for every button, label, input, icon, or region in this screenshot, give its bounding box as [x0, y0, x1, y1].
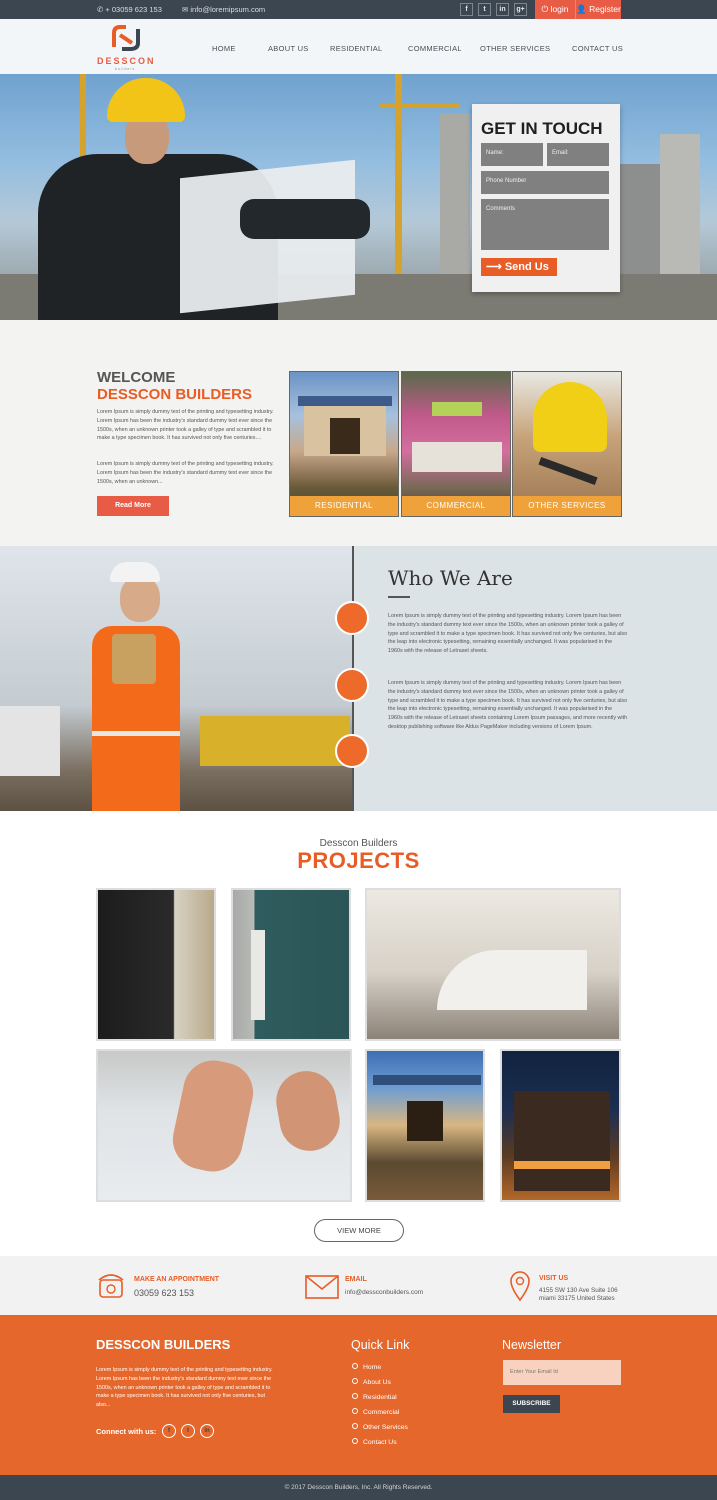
- footer-link-other-services[interactable]: Other Services: [352, 1423, 408, 1431]
- reflective-strip: [92, 731, 180, 736]
- facebook-icon[interactable]: f: [460, 3, 473, 16]
- projects-title: PROJECTS: [297, 848, 420, 873]
- topbar-phone[interactable]: [97, 5, 162, 14]
- twitter-icon[interactable]: t: [478, 3, 491, 16]
- title-underline: [388, 596, 410, 598]
- who-we-are-title: Who We Are: [388, 566, 513, 590]
- nav-commercial[interactable]: COMMERCIAL: [408, 44, 462, 53]
- logo-text[interactable]: DESSCON: [97, 56, 156, 66]
- service-label-other-services: OTHER SERVICES: [513, 496, 621, 516]
- appointment-phone[interactable]: 03059 623 153: [134, 1288, 195, 1298]
- email-input[interactable]: Email:: [547, 143, 609, 166]
- project-image-1[interactable]: [96, 888, 216, 1041]
- materials-icon: [335, 734, 369, 768]
- service-label-residential: RESIDENTIAL: [290, 496, 398, 516]
- topbar-email-text: info@loremipsum.com: [190, 5, 266, 14]
- newsletter-title: Newsletter: [502, 1338, 562, 1352]
- excavator-icon: [335, 601, 369, 635]
- hand-shape: [272, 1066, 345, 1155]
- logo-icon[interactable]: [110, 23, 142, 53]
- email-value[interactable]: info@dessconbuilders.com: [345, 1289, 424, 1296]
- building-shape: [514, 1091, 610, 1191]
- footer-link-home[interactable]: Home: [352, 1363, 381, 1371]
- truck-shape: [0, 706, 60, 776]
- footer-facebook-icon[interactable]: f: [162, 1424, 176, 1438]
- nav-other-services[interactable]: OTHER SERVICES: [480, 44, 551, 53]
- sign-shape: [432, 402, 482, 416]
- footer-link-contact-us[interactable]: Contact Us: [352, 1438, 397, 1446]
- footer-about-text: Lorem Ipsum is simply dummy text of the printing and typesetting industry. Lorem Ipsum has been the industry's standard dummy text ever since the 1500s, when an unknown printer took a galley of type and scrambled it to make a type specimen book. It has survived not only five centuries, but also...: [96, 1367, 273, 1409]
- tool-shape: [538, 457, 597, 485]
- project-image-6[interactable]: [500, 1049, 621, 1202]
- welcome-paragraph-2: Lorem Ipsum is simply dummy text of the printing and typesetting industry. Lorem Ipsum has been the industry's standard dummy text ever since the 1500s, when an unknown...: [97, 461, 274, 485]
- roof-shape: [298, 396, 392, 406]
- quick-link-title: Quick Link: [351, 1338, 410, 1352]
- door-shape: [330, 418, 360, 454]
- crane-shape: [380, 104, 460, 108]
- login-button[interactable]: [535, 0, 575, 19]
- read-more-button[interactable]: Read More: [97, 496, 169, 516]
- service-card-commercial[interactable]: [401, 371, 511, 517]
- nav-about-us[interactable]: ABOUT US: [268, 44, 309, 53]
- project-image-5[interactable]: [365, 1049, 485, 1202]
- user-icon: 👤: [576, 4, 587, 14]
- hand-shape: [167, 1055, 258, 1177]
- xray-machine-shape: [251, 930, 265, 1020]
- copyright-bar: [0, 1475, 717, 1500]
- worker-head: [120, 576, 160, 622]
- service-label-commercial: COMMERCIAL: [402, 496, 510, 516]
- service-card-residential[interactable]: [289, 371, 399, 517]
- register-button[interactable]: [575, 0, 621, 19]
- lights-shape: [514, 1161, 610, 1169]
- phone-input[interactable]: Phone Number: [481, 171, 609, 194]
- send-button[interactable]: [481, 258, 557, 276]
- newsletter-email-input[interactable]: Enter Your Email Id: [503, 1360, 621, 1385]
- hard-hat-icon: [110, 562, 160, 582]
- linkedin-icon[interactable]: in: [496, 3, 509, 16]
- appointment-label: MAKE AN APPOINTMENT: [134, 1276, 220, 1283]
- register-label: Register: [589, 4, 621, 14]
- mail-icon: ✉: [182, 5, 189, 14]
- subscribe-button[interactable]: SUBSCRIBE: [503, 1395, 560, 1413]
- footer-brand: DESSCON BUILDERS: [96, 1337, 231, 1352]
- copyright-text: © 2017 Desscon Builders, Inc. All Rights Reserved.: [284, 1484, 433, 1491]
- telephone-icon: [96, 1270, 126, 1300]
- connect-label: Connect with us:: [96, 1427, 157, 1436]
- footer-linkedin-icon[interactable]: in: [200, 1424, 214, 1438]
- comments-textarea[interactable]: Comments: [481, 199, 609, 250]
- welcome-paragraph-1: Lorem Ipsum is simply dummy text of the printing and typesetting industry. Lorem Ipsum has been the industry's standard dummy text ever since the 1500s, when an unknown printer took a galley of type and scrambled it to make a type specimen book. It has survived not only five centuries....: [97, 409, 274, 442]
- phone-icon: ✆: [97, 5, 104, 14]
- visit-address-line-1: 4155 SW 130 Ave Suite 106: [539, 1287, 618, 1294]
- send-label: Send Us: [504, 261, 549, 273]
- name-input[interactable]: Name:: [481, 143, 543, 166]
- tablet-shape: [112, 634, 156, 684]
- footer-twitter-icon[interactable]: t: [181, 1424, 195, 1438]
- view-more-button[interactable]: VIEW MORE: [314, 1219, 404, 1242]
- login-label: login: [550, 4, 569, 14]
- worker-icon: [335, 668, 369, 702]
- welcome-subtitle: DESSCON BUILDERS: [97, 386, 253, 403]
- service-card-other-services[interactable]: [512, 371, 622, 517]
- who-we-are-image: [0, 546, 352, 811]
- project-image-4[interactable]: [96, 1049, 352, 1202]
- visit-address-line-2: miami 33175 United States: [539, 1295, 615, 1302]
- visit-label: VISIT US: [539, 1275, 569, 1282]
- door-shape: [407, 1101, 443, 1141]
- who-paragraph-2: Lorem Ipsum is simply dummy text of the printing and typesetting industry. Lorem Ipsum has been the industry's standard dummy text ever since the 1500s, when an unknown printer took a galley of type and scrambled it to make a type specimen book. It has survived not only five centuries, but also the leap into electronic typesetting, remaining essentially unchanged. It was popularised in the 1960s with the release of Letraset sheets containing Lorem Ipsum passages, and more recently with desktop publishing software like Aldus PageMaker including versions of Lorem Ipsum.: [388, 680, 628, 730]
- projects-kicker: Desscon Builders: [319, 838, 398, 849]
- contact-form-title: GET IN TOUCH: [481, 119, 603, 138]
- truck-shape: [200, 716, 350, 766]
- email-label: EMAIL: [345, 1276, 367, 1283]
- hard-hat-icon: [107, 78, 185, 122]
- counter-shape: [412, 442, 502, 472]
- top-bar: [0, 0, 717, 19]
- worker-arm: [240, 199, 370, 239]
- reception-desk-shape: [437, 950, 587, 1010]
- footer-link-residential[interactable]: Residential: [352, 1393, 397, 1401]
- topbar-phone-text: + 03059 623 153: [105, 5, 162, 14]
- who-paragraph-1: Lorem Ipsum is simply dummy text of the printing and typesetting industry. Lorem Ipsum has been the industry's standard dummy text ever since the 1500s, when an unknown printer took a galley of type and scrambled it to make a type specimen book. It has survived not only five centuries, but also the leap into electronic typesetting, remaining essentially unchanged. It was popularised in the 1960s with the release of Letraset sheets.: [388, 613, 628, 655]
- nav-home[interactable]: HOME: [212, 44, 236, 53]
- lock-icon: ⏻: [541, 4, 549, 14]
- logo-subtext: builders: [115, 67, 136, 71]
- topbar-email[interactable]: [182, 5, 265, 14]
- roof-shape: [373, 1075, 481, 1085]
- footer-link-commercial[interactable]: Commercial: [352, 1408, 399, 1416]
- welcome-title: WELCOME: [97, 369, 176, 386]
- nav-contact-us[interactable]: CONTACT US: [572, 44, 624, 53]
- arrow-right-icon: ⟶: [486, 261, 502, 273]
- envelope-icon: [304, 1272, 340, 1302]
- footer-link-about-us[interactable]: About Us: [352, 1378, 391, 1386]
- google-plus-icon[interactable]: g+: [514, 3, 527, 16]
- project-image-3[interactable]: [365, 888, 621, 1041]
- project-image-2[interactable]: [231, 888, 351, 1041]
- map-pin-icon: [509, 1270, 531, 1302]
- hard-hat-icon: [533, 382, 607, 452]
- nav-residential[interactable]: RESIDENTIAL: [330, 44, 383, 53]
